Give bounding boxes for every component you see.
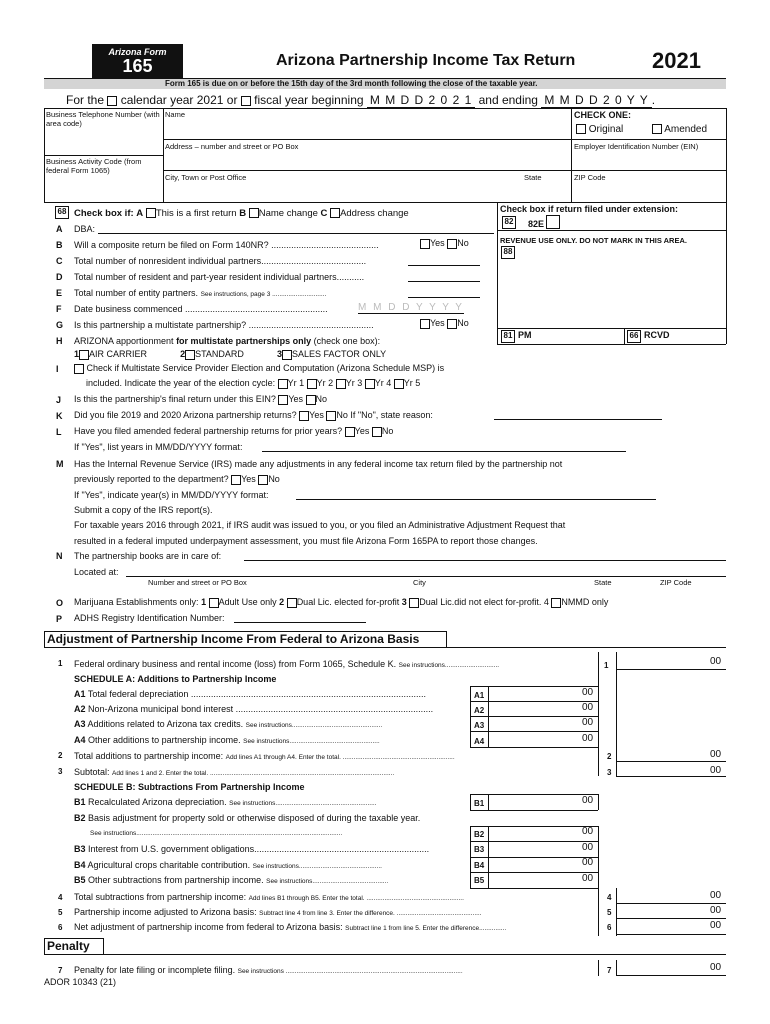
line-4-cents: 00	[710, 890, 722, 901]
dual-elected-checkbox[interactable]	[287, 598, 297, 608]
line-4-field[interactable]	[616, 903, 726, 904]
adult-use-label: Adult Use only	[218, 597, 277, 607]
fiscal-begin-field[interactable]: M M D D 2 0 2 1	[367, 93, 475, 108]
first-return-checkbox[interactable]	[146, 208, 156, 218]
amended-fed-yes-checkbox[interactable]	[345, 427, 355, 437]
form-title: Arizona Partnership Income Tax Return	[276, 52, 576, 69]
nmmd-checkbox[interactable]	[551, 598, 561, 608]
sales-factor-label: SALES FACTOR ONLY	[291, 349, 387, 359]
final-return-label: Is this the partnership's final return under this EIN?	[74, 394, 276, 404]
resident-field[interactable]	[408, 281, 480, 282]
line-b2-cents: 00	[582, 826, 594, 837]
line-b3: B3 Interest from U.S. government obligations......................................................................	[74, 844, 430, 854]
marijuana-row	[74, 597, 608, 608]
line-a4-instructions: See instructions..................................................	[243, 738, 380, 745]
line-b1-cents: 00	[582, 795, 594, 806]
line-b3-box: B3	[474, 845, 485, 854]
state-caption: State	[594, 578, 612, 587]
line-5-field[interactable]	[616, 918, 726, 919]
yes-label: Yes	[430, 318, 445, 328]
check-one-label: CHECK ONE:	[574, 110, 632, 120]
standard-checkbox[interactable]	[185, 350, 195, 360]
nmmd-label: NMMD only	[561, 597, 609, 607]
calendar-year-label: calendar year 2021 or	[120, 93, 238, 107]
pm-label: PM	[518, 330, 532, 340]
line-3-number: 3	[58, 767, 63, 776]
irs-no-checkbox[interactable]	[258, 475, 268, 485]
line-b5-label: Other subtractions from partnership income.	[88, 875, 264, 885]
line-b5: B5 Other subtractions from partnership income. See instructions..........................................	[74, 875, 389, 885]
irs-yes-checkbox[interactable]	[231, 475, 241, 485]
irs-165pa-note: resulted in a federal imputed underpayment assessment, you must file Arizona Form 165PA to report those changes.	[74, 536, 538, 546]
line-b2-instructions: See instructions..................................................................................................................	[90, 830, 343, 837]
standard-label: STANDARD	[195, 349, 244, 359]
line-3-box: 3	[607, 768, 612, 777]
first-return-label: This is a first return	[155, 208, 237, 219]
no-label: No	[336, 410, 348, 420]
line-3-instructions: Add lines 1 and 2. Enter the total. ......................................................................................................	[112, 770, 395, 777]
multistate-question: Is this partnership a multistate partnership? ..................................................	[74, 320, 374, 330]
letter-k: K	[56, 411, 63, 421]
sales-factor-checkbox[interactable]	[282, 350, 292, 360]
yr3-checkbox[interactable]	[336, 379, 346, 389]
line-5-box: 5	[607, 908, 612, 917]
prior-no-checkbox[interactable]	[326, 411, 336, 421]
prior-yes-checkbox[interactable]	[299, 411, 309, 421]
irs-audit-note: For taxable years 2016 through 2021, if IRS audit was issued to you, or you filed an Administrative Adjustment Request that	[74, 520, 566, 530]
irs-years-label: If "Yes", indicate year(s) in MM/DD/YYYY format:	[74, 490, 269, 500]
line-a4-box: A4	[474, 737, 485, 746]
yr5-checkbox[interactable]	[394, 379, 404, 389]
msp-question	[74, 363, 444, 374]
prior-returns-question	[74, 410, 433, 421]
composite-no-checkbox[interactable]	[447, 239, 457, 249]
line-2-number: 2	[58, 751, 63, 760]
amended-label: Amended	[664, 124, 708, 135]
line-a4-cents: 00	[582, 733, 594, 744]
box-66: 66	[627, 330, 641, 343]
name-change-checkbox[interactable]	[249, 208, 259, 218]
city-caption: City	[413, 578, 426, 587]
line-5-instructions: Subtract line 4 from line 3. Enter the difference. ...............................................	[259, 910, 482, 917]
adhs-label: ADHS Registry Identification Number:	[74, 613, 225, 623]
line-a1-box: A1	[474, 691, 485, 700]
line-4-label: Total subtractions from partnership income:	[74, 892, 247, 902]
city-label: City, Town or Post Office	[165, 173, 247, 182]
letter-i: I	[56, 364, 59, 374]
activity-code-label: Business Activity Code (from federal Form 1065)	[46, 157, 142, 175]
yr1-label: Yr 1	[287, 378, 305, 388]
letter-h: H	[56, 336, 63, 346]
line-1	[74, 659, 499, 669]
irs-years-field[interactable]	[296, 499, 656, 500]
revenue-only-notice: REVENUE USE ONLY. DO NOT MARK IN THIS AREA.	[500, 236, 687, 245]
line-7-label: Penalty for late filing or incomplete filing.	[74, 965, 236, 975]
no-label: No	[268, 474, 280, 484]
letter-g: G	[56, 320, 64, 330]
box-82: 82	[502, 216, 516, 229]
apportionment-question	[74, 336, 380, 346]
line-6-instructions: Subtract line 1 from line 5. Enter the difference...............	[345, 925, 507, 932]
yr5-label: Yr 5	[403, 378, 421, 388]
line-b3-cents: 00	[582, 842, 594, 853]
line-a3-box: A3	[474, 721, 485, 730]
address-change-checkbox[interactable]	[330, 208, 340, 218]
final-no-checkbox[interactable]	[306, 395, 316, 405]
period-line: For the calendar year 2021 or fiscal year beginning M M D D 2 0 2 1 and ending M M D D 2 0 Y Y .	[66, 93, 656, 107]
line-b2: B2 Basis adjustment for property sold or otherwise disposed of during the taxable year.	[74, 813, 421, 823]
letter-d: D	[56, 272, 63, 282]
books-care-label: The partnership books are in care of:	[74, 551, 222, 561]
entity-instructions: See instructions, page 3 ..............................	[200, 291, 327, 298]
line-a1-label: Total federal depreciation ..............................................................................................	[87, 689, 426, 699]
air-carrier-label: AIR CARRIER	[89, 349, 148, 359]
yr4-label: Yr 4	[374, 378, 392, 388]
line-2-field[interactable]	[616, 761, 726, 762]
air-carrier-checkbox[interactable]	[79, 350, 89, 360]
prior-reason-label: If "No", state reason:	[350, 410, 433, 420]
line-1-instructions: See instructions..............................	[398, 662, 500, 669]
line-5-label: Partnership income adjusted to Arizona basis:	[74, 907, 257, 917]
line-a2-cents: 00	[582, 702, 594, 713]
form-label: Arizona Form	[108, 47, 167, 57]
form-number: 165	[122, 56, 153, 76]
line-b4-instructions: See instructions..............................................	[252, 863, 382, 870]
yes-label: Yes	[354, 426, 370, 436]
line-b1: B1 Recalculated Arizona depreciation. See instructions........................................................	[74, 797, 377, 807]
line-5-cents: 00	[710, 905, 722, 916]
yes-label: Yes	[288, 394, 304, 404]
o-opt-4: 4	[543, 597, 549, 607]
letter-f: F	[56, 304, 62, 314]
line-b4: B4 Agricultural crops charitable contribution. See instructions..............................................	[74, 860, 382, 870]
amended-federal-question	[74, 426, 393, 437]
line-a3-instructions: See instructions..................................................	[245, 722, 383, 729]
line-b5-instructions: See instructions..........................................	[266, 878, 389, 885]
o-opt-2: 2	[279, 597, 285, 607]
amended-years-label: If "Yes", list years in MM/DD/YYYY format:	[74, 442, 243, 452]
yr2-label: Yr 2	[316, 378, 334, 388]
line-4-box: 4	[607, 893, 612, 902]
line-1-box: 1	[604, 661, 609, 670]
line-5	[74, 907, 482, 917]
no-label: No	[315, 394, 328, 404]
line-3-cents: 00	[710, 765, 722, 776]
zip-label: ZIP Code	[574, 173, 606, 182]
original-option	[576, 124, 623, 135]
msp-cycle-label: included. Indicate the year of the election cycle:	[86, 378, 276, 388]
extension-checkbox[interactable]	[546, 215, 560, 229]
box-68: 68	[55, 206, 69, 219]
multistate-no-checkbox[interactable]	[447, 319, 457, 329]
line-6-field[interactable]	[616, 934, 726, 935]
final-return-question	[74, 394, 327, 405]
composite-question: Will a composite return be filed on Form 140NR? ...........................................	[74, 240, 379, 250]
line-6-label: Net adjustment of partnership income from federal to Arizona basis:	[74, 922, 343, 932]
commenced-question: Date business commenced .........................................................	[74, 304, 328, 314]
line-7-box-right	[616, 960, 617, 976]
dba-label: DBA:	[74, 224, 96, 234]
books-care-field[interactable]	[244, 560, 726, 561]
letter-j: J	[56, 395, 62, 405]
line-a2-box: A2	[474, 706, 485, 715]
line-3-label: Subtotal:	[74, 767, 110, 777]
located-label: Located at:	[74, 567, 119, 577]
line-7-instructions: See instructions ..................................................................................................	[237, 968, 463, 975]
yes-label: Yes	[309, 410, 324, 420]
entity-label: Total number of entity partners.	[74, 288, 199, 298]
line-b2-label: Basis adjustment for property sold or otherwise disposed of during the taxable year.	[88, 813, 421, 823]
line-6-number: 6	[58, 923, 63, 932]
check-box-if-row: Check box if: A This is a first return B Name change C Address change	[74, 208, 409, 219]
calendar-year-checkbox[interactable]	[107, 96, 117, 106]
state-label: State	[524, 173, 542, 182]
amended-federal-label: Have you filed amended federal partnership returns for prior years?	[74, 426, 343, 436]
line-b4-cents: 00	[582, 857, 594, 868]
box-88: 88	[501, 246, 515, 259]
amended-fed-no-checkbox[interactable]	[372, 427, 382, 437]
line-4-instructions: Add lines B1 through B5. Enter the total. ......................................................	[248, 895, 464, 902]
no-label: No	[381, 426, 394, 436]
apportionment-bold: for multistate partnerships only	[176, 336, 312, 346]
fiscal-year-label: fiscal year beginning	[254, 93, 364, 107]
check-box-if-label: Check box if:	[74, 208, 134, 219]
line-b5-box: B5	[474, 876, 485, 885]
for-the-label: For the	[66, 93, 105, 107]
and-ending-label: and ending	[478, 93, 538, 107]
dual-not-label: Dual Lic.did not elect for-profit.	[419, 597, 542, 607]
line-7-box: 7	[607, 966, 612, 975]
o-opt-3: 3	[401, 597, 407, 607]
line-a3-label: Additions related to Arizona tax credits.	[87, 719, 244, 729]
line-4	[74, 892, 464, 902]
letter-l: L	[56, 427, 62, 437]
line-a1-cents: 00	[582, 687, 594, 698]
letter-c: C	[56, 256, 63, 266]
final-yes-checkbox[interactable]	[278, 395, 288, 405]
rcvd-label: RCVD	[644, 330, 670, 340]
msp-checkbox[interactable]	[74, 364, 84, 374]
yr3-label: Yr 3	[345, 378, 363, 388]
box-81: 81	[501, 330, 515, 343]
msp-cycle	[86, 378, 420, 389]
nonresident-field[interactable]	[408, 265, 480, 266]
penalty-rule	[44, 954, 726, 955]
irs-submit-note: Submit a copy of the IRS report(s).	[74, 505, 213, 515]
line-b4-box: B4	[474, 861, 485, 870]
business-phone-label: Business Telephone Number (with area code)	[46, 110, 160, 128]
line-a3-cents: 00	[582, 717, 594, 728]
zip-caption: ZIP Code	[660, 578, 692, 587]
line-1-cents: 00	[710, 656, 722, 667]
extension-title: Check box if return filed under extension:	[500, 204, 679, 214]
line-6-cents: 00	[710, 920, 722, 931]
dba-field[interactable]	[98, 233, 494, 234]
original-label: Original	[588, 124, 624, 135]
yr1-checkbox[interactable]	[278, 379, 288, 389]
schedule-a-heading: SCHEDULE A: Additions to Partnership Income	[74, 674, 277, 684]
line-2-cents: 00	[710, 749, 722, 760]
line-2-label: Total additions to partnership income:	[74, 751, 224, 761]
line-7	[74, 965, 463, 975]
dual-not-checkbox[interactable]	[409, 598, 419, 608]
line-6-box: 6	[607, 923, 612, 932]
line-1-label: Federal ordinary business and rental income (loss) from Form 1065, Schedule K.	[74, 659, 397, 669]
line-a2-label: Non-Arizona municipal bond interest ...............................................................................	[88, 704, 434, 714]
entity-field[interactable]	[408, 297, 480, 298]
irs-reported-label: previously reported to the department?	[74, 474, 229, 484]
schedule-b-heading: SCHEDULE B: Subtractions From Partnership Income	[74, 782, 305, 792]
no-label: No	[457, 318, 469, 328]
amended-checkbox[interactable]	[652, 124, 662, 134]
adjustment-rule	[44, 647, 726, 648]
name-label: Name	[165, 110, 186, 119]
letter-p: P	[56, 614, 63, 624]
fiscal-year-checkbox[interactable]	[241, 96, 251, 106]
line-a2: A2 Non-Arizona municipal bond interest ...............................................................................	[74, 704, 434, 714]
line-4-number: 4	[58, 893, 63, 902]
line-a1: A1 Total federal depreciation ..............................................................................................	[74, 689, 426, 699]
line-1-field[interactable]	[616, 669, 726, 670]
msp-label: Check if Multistate Service Provider Election and Computation (Arizona Schedule MSP) is	[86, 363, 445, 373]
line-a4-label: Other additions to partnership income.	[88, 735, 241, 745]
amended-option	[652, 124, 707, 135]
line-b2-box: B2	[474, 830, 485, 839]
multistate-yes-no	[420, 318, 469, 329]
marijuana-label: Marijuana Establishments only:	[74, 597, 199, 607]
form-number-badge	[92, 44, 183, 78]
line-b5-cents: 00	[582, 873, 594, 884]
line-b1-label: Recalculated Arizona depreciation.	[88, 797, 227, 807]
apportionment-tail: (check one box):	[313, 336, 381, 346]
resident-question: Total number of resident and part-year resident individual partners...........	[74, 272, 365, 282]
box-82e-label: 82E	[528, 219, 545, 229]
irs-reported	[74, 474, 280, 485]
address-label: Address – number and street or PO Box	[165, 142, 299, 151]
dual-elected-label: Dual Lic. elected for-profit	[296, 597, 400, 607]
ein-label: Employer Identification Number (EIN)	[574, 142, 699, 151]
line-a3: A3 Additions related to Arizona tax credits. See instructions..................................................	[74, 719, 383, 729]
entity-question	[74, 288, 326, 298]
letter-m: M	[56, 459, 64, 469]
name-change-label: Name change	[258, 208, 318, 219]
line-7-cents: 00	[710, 962, 722, 973]
line-7-number: 7	[58, 966, 63, 975]
adjustment-heading: Adjustment of Partnership Income From Federal to Arizona Basis	[47, 632, 420, 646]
composite-yes-checkbox[interactable]	[420, 239, 430, 249]
line-a4: A4 Other additions to partnership income. See instructions..................................................	[74, 735, 380, 745]
irs-question: Has the Internal Revenue Service (IRS) made any adjustments in any federal income tax return filed by the partnership not	[74, 459, 563, 469]
line-1-number: 1	[58, 659, 63, 668]
line-7-box-left	[598, 960, 599, 976]
yes-label: Yes	[241, 474, 256, 484]
line-3-field[interactable]	[616, 776, 726, 777]
composite-yes-no	[420, 238, 469, 249]
yes-label: Yes	[430, 238, 445, 248]
line-5-number: 5	[58, 908, 63, 917]
prior-returns-label: Did you file 2019 and 2020 Arizona partnership returns?	[74, 410, 297, 420]
line-7-field[interactable]	[616, 975, 726, 976]
no-label: No	[457, 238, 469, 248]
apportionment-options: 1 AIR CARRIER 2 STANDARD 3 SALES FACTOR ONLY	[74, 349, 387, 359]
line-2-instructions: Add lines A1 through A4. Enter the total. ..............................................................	[225, 754, 455, 761]
nonresident-question: Total number of nonresident individual partners..........................................	[74, 256, 367, 266]
letter-n: N	[56, 551, 63, 561]
apportionment-label: ARIZONA apportionment	[74, 336, 174, 346]
due-notice: Form 165 is due on or before the 15th day of the 3rd month following the close of the taxable year.	[165, 79, 538, 88]
letter-a: A	[56, 224, 63, 234]
tax-year: 2021	[652, 48, 701, 73]
yr2-checkbox[interactable]	[307, 379, 317, 389]
line-3	[74, 767, 394, 777]
line-b1-instructions: See instructions........................................................	[229, 800, 377, 807]
street-caption: Number and street or PO Box	[148, 578, 247, 587]
line-6	[74, 922, 506, 932]
penalty-heading: Penalty	[47, 939, 90, 953]
line-b4-label: Agricultural crops charitable contribution.	[87, 860, 251, 870]
multistate-yes-checkbox[interactable]	[420, 319, 430, 329]
original-checkbox[interactable]	[576, 124, 586, 134]
amended-years-field[interactable]	[262, 451, 626, 452]
yr4-checkbox[interactable]	[365, 379, 375, 389]
address-change-label: Address change	[340, 208, 409, 219]
letter-o: O	[56, 598, 64, 608]
commenced-date-field[interactable]: M M D D Y Y Y Y	[358, 302, 464, 313]
letter-b: B	[56, 240, 63, 250]
line-2-box: 2	[607, 752, 612, 761]
located-field[interactable]	[126, 576, 726, 577]
prior-reason-field[interactable]	[494, 419, 662, 420]
line-b3-label: Interest from U.S. government obligations......................................................................	[88, 844, 430, 854]
o-opt-1: 1	[201, 597, 207, 607]
footer-code: ADOR 10343 (21)	[44, 977, 117, 987]
line-b1-box: B1	[474, 799, 485, 808]
adhs-field[interactable]	[234, 622, 366, 623]
fiscal-end-field[interactable]: M M D D 2 0 Y Y	[541, 93, 651, 108]
line-2	[74, 751, 455, 761]
letter-e: E	[56, 288, 63, 298]
adult-use-checkbox[interactable]	[209, 598, 219, 608]
